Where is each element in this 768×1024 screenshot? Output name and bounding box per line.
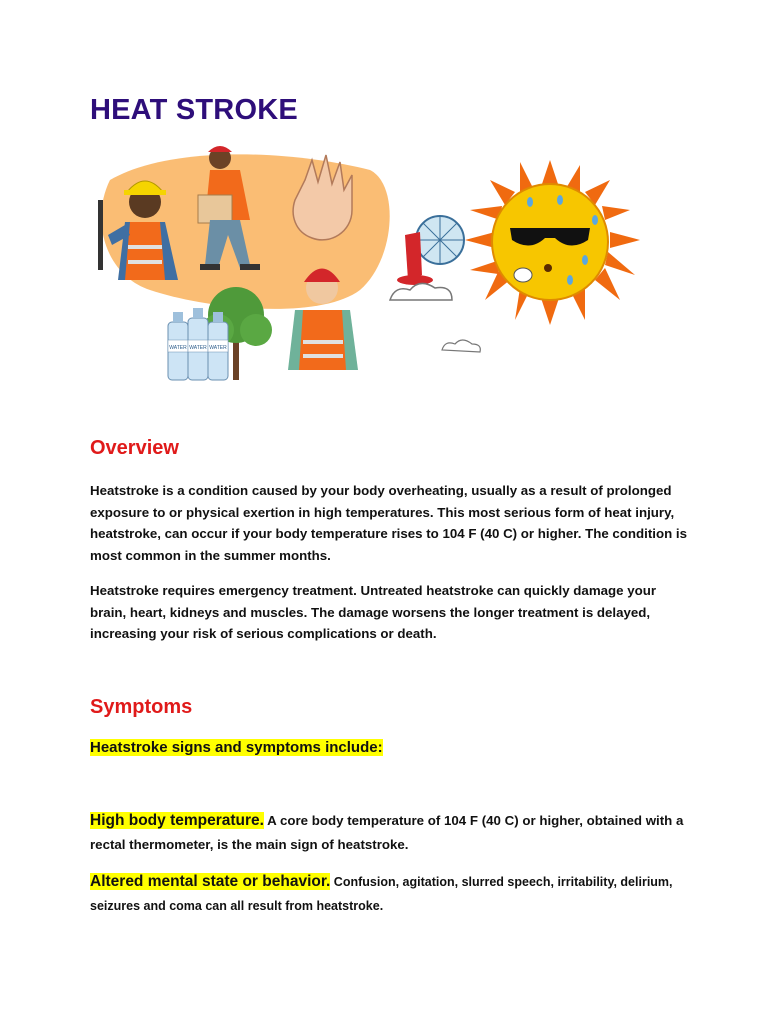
symptom-text: Confusion, agitation, slurred speech, irritability, delirium, seizures and coma can all result from heatstroke. [90,875,673,913]
water-bottles-icon [168,308,228,380]
overview-paragraph-2: Heatstroke requires emergency treatment. Untreated heatstroke can quickly damage your brain, heart, kidneys and muscles. The damage worsens the longer treatment is delayed, increasing your risk of serious complications or death. [90,583,657,641]
overview-paragraph-1: Heatstroke is a condition caused by your body overheating, usually as a result of prolonged exposure to or physical exertion in high temperatures. This most serious form of heat injury, heatstroke, can occur if your body temperature rises to 104 F (40 C) or higher. The condition is most common in the summer months. [90,483,688,563]
symptoms-intro-text: Heatstroke signs and symptoms include: [90,739,383,756]
heat-stroke-illustration [90,140,690,390]
symptoms-intro [90,739,383,756]
symptom-text: A core body temperature of 104 F (40 C) or higher, obtained with a rectal thermometer, is the main sign of heatstroke. [90,813,684,852]
small-cloud-icon [442,340,480,352]
cloud-icon [390,283,452,300]
symptom-item-high-temperature [90,809,700,857]
sweating-sun-icon [465,160,640,325]
symptom-lead: Altered mental state or behavior. [90,873,331,890]
electric-fan-icon [397,216,464,285]
symptom-lead: High body temperature. [90,812,264,829]
bottle-label: WATER [189,345,207,351]
bottle-label: WATER [169,345,187,351]
page-title: HEAT STROKE [90,94,298,126]
overview-heading: Overview [90,437,179,459]
bottle-label: WATER [209,345,227,351]
symptoms-heading: Symptoms [90,696,193,718]
symptom-item-altered-mental-state [90,870,700,918]
